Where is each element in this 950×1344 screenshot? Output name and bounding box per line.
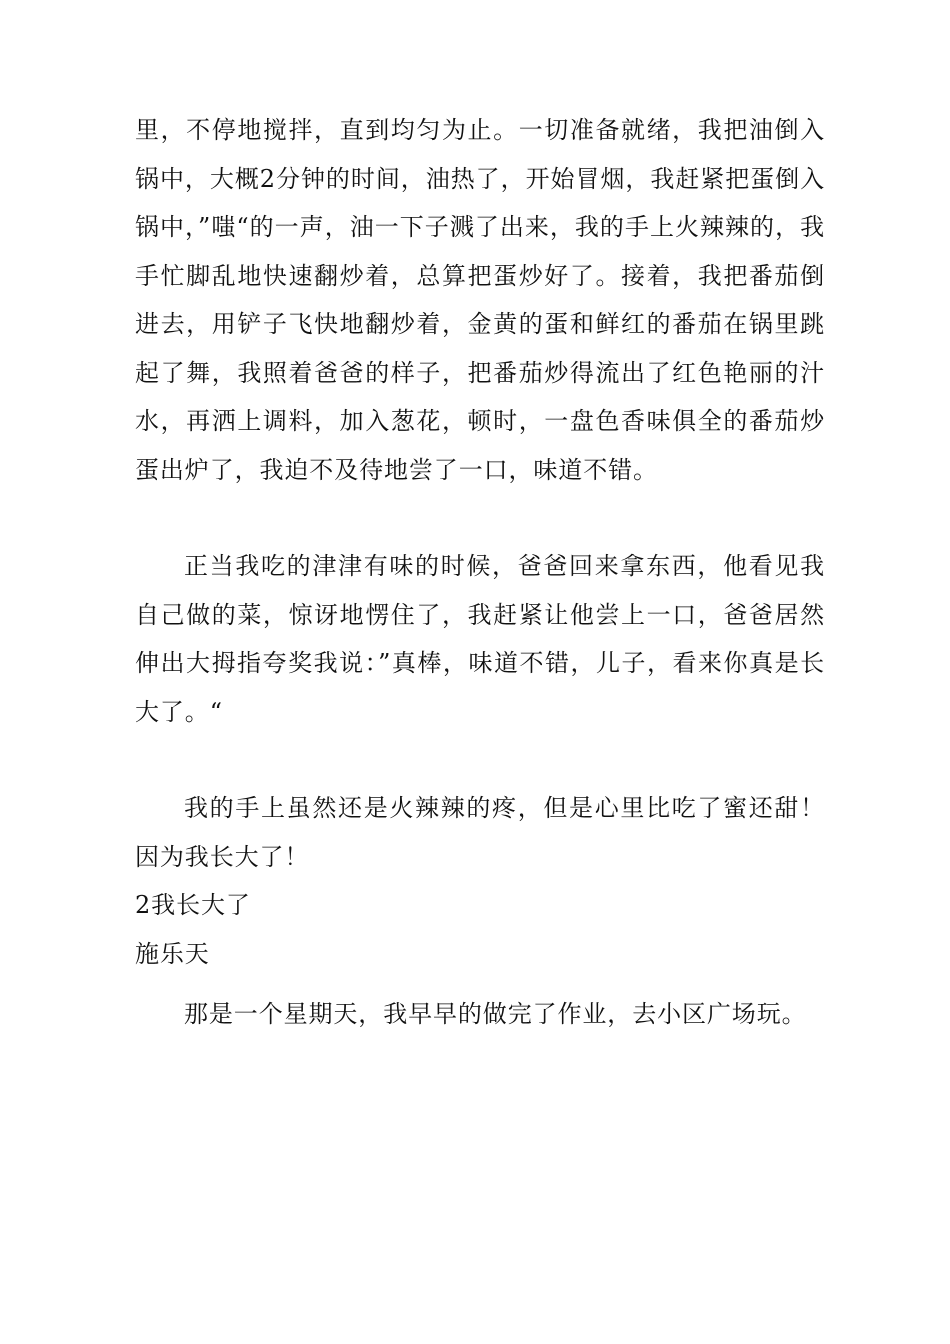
paragraph-sunday: 那是一个星期天，我早早的做完了作业，去小区广场玩。 xyxy=(184,1000,807,1028)
author-name: 施乐天 xyxy=(135,939,210,968)
section-title: 2我长大了 xyxy=(135,891,251,919)
paragraph-father-returns: 正当我吃的津津有味的时候，爸爸回来拿东西，他看见我自己做的菜，惊讶地愣住了，我赶紧让他尝上一口，爸爸居然伸出大拇指夸奖我说：”真棒，味道不错，儿子，看来你真是长大了。“ xyxy=(135,552,825,726)
document-page xyxy=(135,106,825,1039)
paragraph-cooking: 里，不停地搅拌，直到均匀为止。一切准备就绪，我把油倒入锅中，大概2分钟的时间，油热了，开始冒烟，我赶紧把蛋倒入锅中，”嗤“的一声，油一下子溅了出来，我的手上火辣辣的，我手忙脚乱地快速翻炒着，总算把蛋炒好了。接着，我把番茄倒进去，用铲子飞快地翻炒着，金黄的蛋和鲜红的番茄在锅里跳起了舞，我照着爸爸的样子，把番茄炒得流出了红色艳丽的汁水，再洒上调料，加入葱花，顿时，一盘色香味俱全的番茄炒蛋出炉了，我迫不及待地尝了一口，味道不错。 xyxy=(135,116,825,484)
paragraph-grown-up: 我的手上虽然还是火辣辣的疼，但是心里比吃了蜜还甜！因为我长大了！ xyxy=(135,794,825,871)
